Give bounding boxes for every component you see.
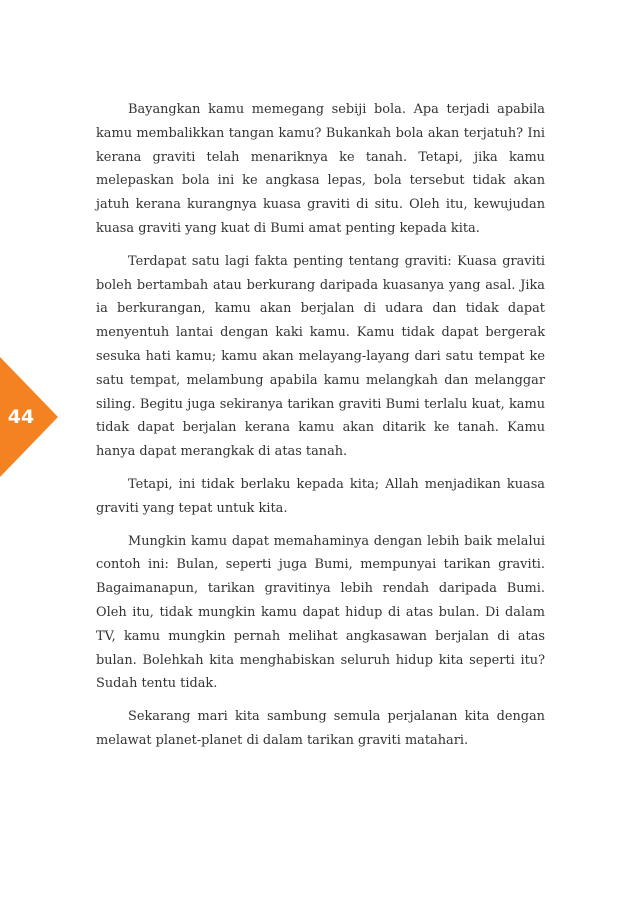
page-number-tab <box>0 357 60 477</box>
paragraph: Bayangkan kamu memegang sebiji bola. Apa terjadi apabila kamu membalikkan tangan kamu? Bukankah bola akan terjatuh? Ini kerana graviti telah menariknya ke tanah. Tetapi, jika kamu melepaskan bola ini ke angkasa lepas, bola tersebut tidak akan jatuh kerana kurangnya kuasa graviti di situ. Oleh itu, kewujudan kuasa graviti yang kuat di Bumi amat penting kepada kita. <box>96 102 545 236</box>
page-number: 44 <box>7 406 35 428</box>
body-text <box>96 98 545 762</box>
paragraph: Sekarang mari kita sambung semula perjalanan kita dengan melawat planet-planet di dalam tarikan graviti matahari. <box>96 709 545 748</box>
paragraph: Mungkin kamu dapat memahaminya dengan lebih baik melalui contoh ini: Bulan, seperti juga Bumi, mempunyai tarikan graviti. Bagaimanapun, tarikan gravitinya lebih rendah daripada Bumi. Oleh itu, tidak mungkin kamu dapat hidup di atas bulan. Di dalam TV, kamu mungkin pernah melihat angkasawan berjalan di atas bulan. Bolehkah kita menghabiskan seluruh hidup kita seperti itu? Sudah tentu tidak. <box>96 533 545 692</box>
paragraph: Tetapi, ini tidak berlaku kepada kita; Allah menjadikan kuasa graviti yang tepat untuk kita. <box>96 476 545 516</box>
paragraph: Terdapat satu lagi fakta penting tentang graviti: Kuasa graviti boleh bertambah atau berkurang daripada kuasanya yang asal. Jika ia berkurangan, kamu akan berjalan di udara dan tidak dapat menyentuh lantai dengan kaki kamu. Kamu tidak dapat bergerak sesuka hati kamu; kamu akan melayang-layang dari satu tempat ke satu tempat, melambung apabila kamu melangkah dan melanggar siling. Begitu juga sekiranya tarikan graviti Bumi terlalu kuat, kamu tidak dapat berjalan kerana kamu akan ditarik ke tanah. Kamu hanya dapat merangkak di atas tanah. <box>96 253 545 460</box>
